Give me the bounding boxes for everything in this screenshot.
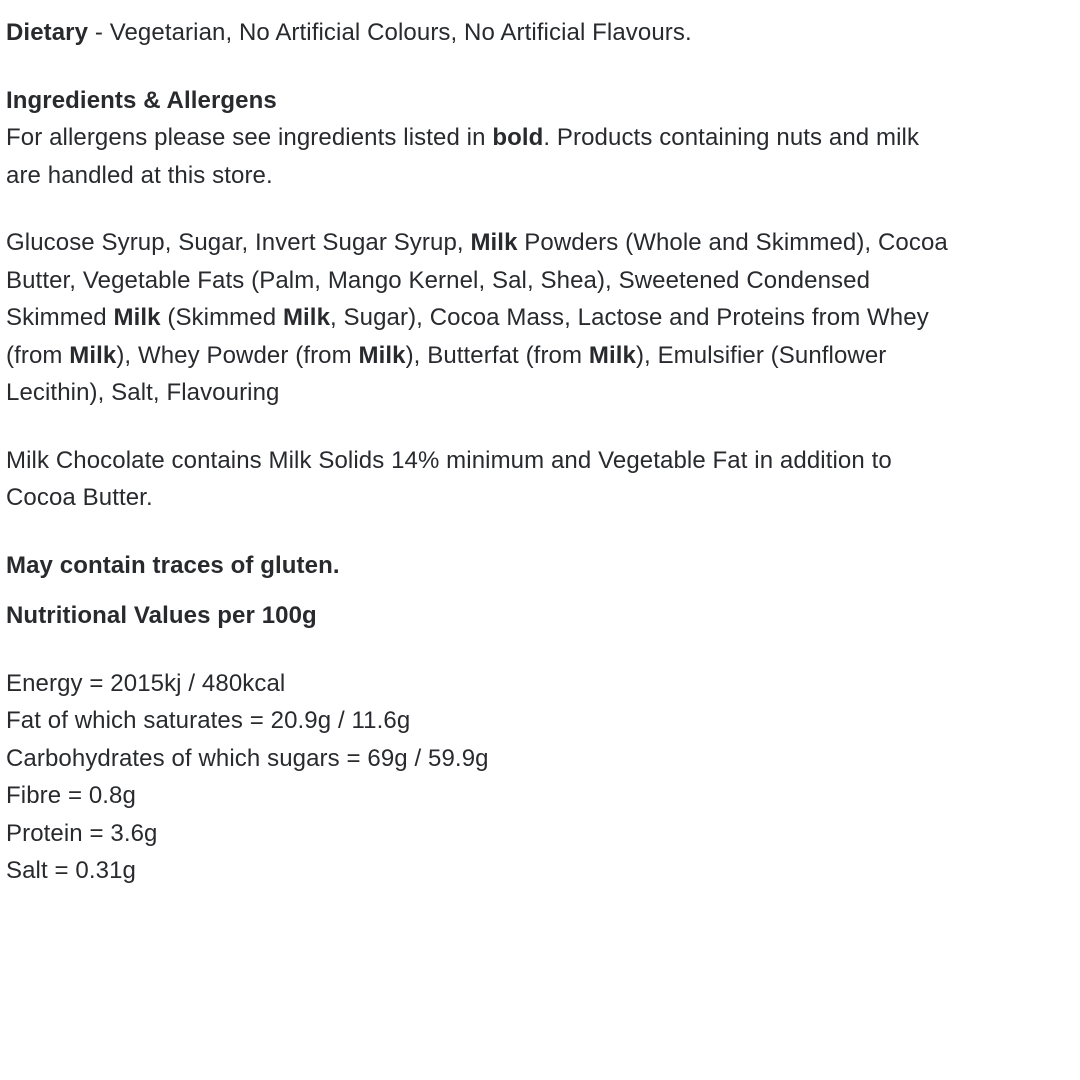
nutrition-line: Fat of which saturates = 20.9g / 11.6g <box>6 707 411 734</box>
paragraph-dietary: Dietary - Vegetarian, No Artificial Colours, No Artificial Flavours. <box>6 19 692 46</box>
paragraph-ingredients-list: Glucose Syrup, Sugar, Invert Sugar Syrup, Milk Powders (Whole and Skimmed), Cocoa Butter, Vegetable Fats (Palm, Mango Kernel, Sal, Shea), Sweetened Condensed Skimmed Milk (Skimmed Milk, Sugar), Cocoa Mass, Lactose and Proteins from Whey (from Milk), Whey Powder (from Milk), Butterfat (from Milk), Emulsifier (Sunflower Lecithin), Salt, Flavouring <box>6 229 948 406</box>
nutrition-line: Protein = 3.6g <box>6 819 158 847</box>
bold-text: Milk <box>358 341 406 369</box>
paragraph-ingredients-allergens: Ingredients & Allergens For allergens please see ingredients listed in bold. Products containing nuts and milk are handled at this store. <box>6 86 920 189</box>
paragraph-gluten-warning <box>6 547 1070 585</box>
nutrition-line: Salt = 0.31g <box>6 857 136 884</box>
nutrition-line: Energy = 2015kj / 480kcal <box>6 669 286 697</box>
nutrition-line: Fibre = 0.8g <box>6 782 136 809</box>
bold-text: Milk <box>282 304 331 331</box>
bold-text: Milk <box>588 341 636 369</box>
bold-text: bold <box>492 124 544 151</box>
paragraph-milk-chocolate-note: Milk Chocolate contains Milk Solids 14% minimum and Vegetable Fat in addition to Cocoa Butter. <box>6 446 892 511</box>
bold-text: Nutritional Values per 100g <box>6 602 317 629</box>
bold-text: Milk <box>113 304 161 331</box>
bold-text: Ingredients & Allergens <box>6 86 277 114</box>
description-paragraphs <box>6 14 1070 635</box>
bold-text: Dietary <box>6 19 89 46</box>
bold-text: Milk <box>69 341 117 369</box>
nutrition-values <box>6 665 1070 890</box>
bold-text: May contain traces of gluten. <box>6 551 340 579</box>
nutrition-line: Carbohydrates of which sugars = 69g / 59.9g <box>6 744 489 772</box>
paragraph-nutrition-heading <box>6 597 1070 635</box>
bold-text: Milk <box>470 229 518 256</box>
